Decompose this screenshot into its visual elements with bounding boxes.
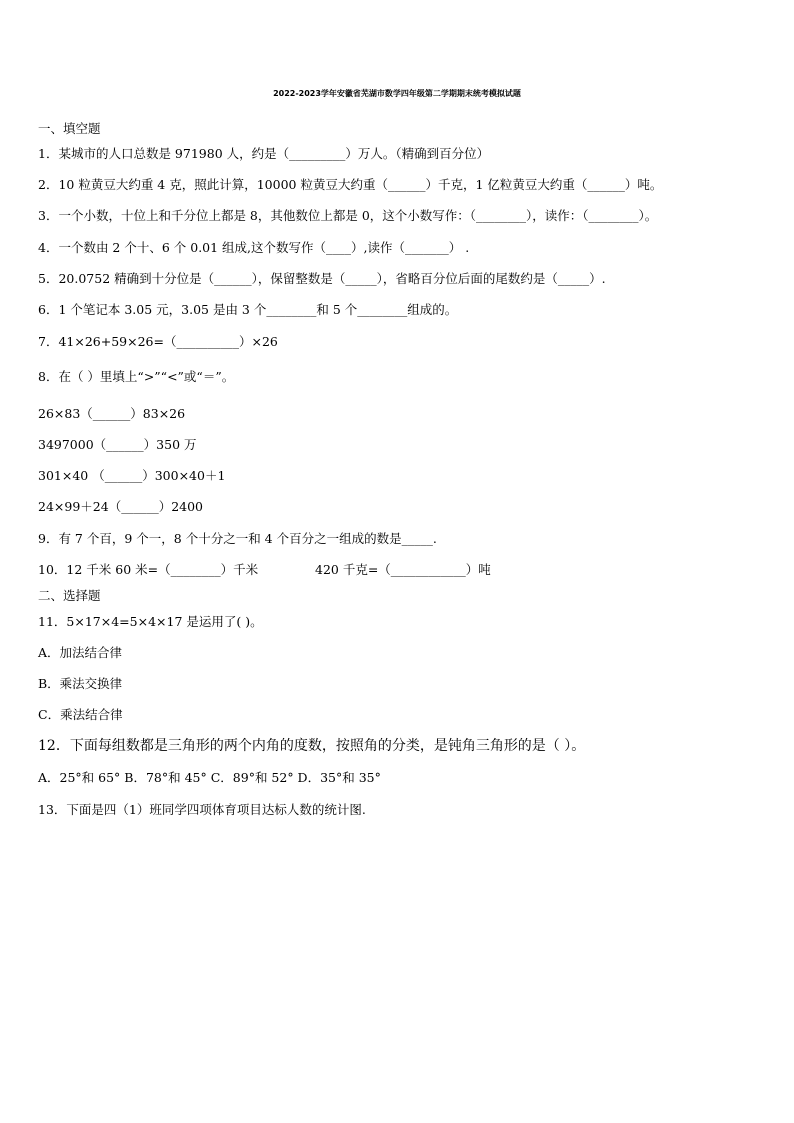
question-11-option-c: C．乘法结合律 bbox=[38, 707, 123, 722]
question-4: 4．一个数由 2 个十、6 个 0.01 组成,这个数写作（____）,读作（_______） . bbox=[38, 240, 470, 255]
question-1: 1．某城市的人口总数是 971980 人，约是（_________）万人。（精确到百分位） bbox=[38, 146, 490, 161]
question-13: 13．下面是四（1）班同学四项体育项目达标人数的统计图. bbox=[38, 802, 366, 817]
page-title: 2022-2023学年安徽省芜湖市数学四年级第二学期期末统考模拟试题 bbox=[273, 89, 521, 98]
question-3: 3．一个小数，十位上和千分位上都是 8，其他数位上都是 0，这个小数写作：（________），读作：（________）。 bbox=[38, 208, 658, 223]
question-12: 12．下面每组数都是三角形的两个内角的度数，按照角的分类，是钝角三角形的是（ ）。 bbox=[38, 738, 586, 754]
question-10-part-b: 420 千克=（____________）吨 bbox=[315, 562, 491, 577]
question-8: 8．在（ ）里填上“>”“<”或“＝”。 bbox=[38, 369, 235, 384]
question-10-part-a: 10．12 千米 60 米=（________）千米 bbox=[38, 562, 259, 577]
question-12-options: A．25°和 65° B．78°和 45° C．89°和 52° D．35°和 35° bbox=[38, 770, 381, 785]
question-8b: 3497000（______）350 万 bbox=[38, 437, 197, 452]
question-2: 2．10 粒黄豆大约重 4 克，照此计算，10000 粒黄豆大约重（______）千克，1 亿粒黄豆大约重（______）吨。 bbox=[38, 177, 663, 192]
question-9: 9．有 7 个百，9 个一，8 个十分之一和 4 个百分之一组成的数是_____. bbox=[38, 531, 437, 546]
section-choice-heading: 二、选择题 bbox=[38, 588, 101, 603]
question-8a: 26×83（______）83×26 bbox=[38, 406, 186, 421]
question-11-option-b: B．乘法交换律 bbox=[38, 676, 123, 691]
question-8d: 24×99＋24（______）2400 bbox=[38, 499, 204, 514]
question-11: 11．5×17×4=5×4×17 是运用了( )。 bbox=[38, 614, 263, 629]
question-11-option-a: A．加法结合律 bbox=[38, 645, 123, 660]
question-8c: 301×40 （______）300×40＋1 bbox=[38, 468, 226, 483]
section-fill-heading: 一、填空题 bbox=[38, 121, 101, 136]
question-5: 5．20.0752 精确到十分位是（______），保留整数是（_____），省略百分位后面的尾数约是（_____）. bbox=[38, 271, 606, 286]
question-7: 7．41×26+59×26=（__________）×26 bbox=[38, 334, 278, 349]
question-6: 6．1 个笔记本 3.05 元，3.05 是由 3 个________和 5 个________组成的。 bbox=[38, 302, 458, 317]
